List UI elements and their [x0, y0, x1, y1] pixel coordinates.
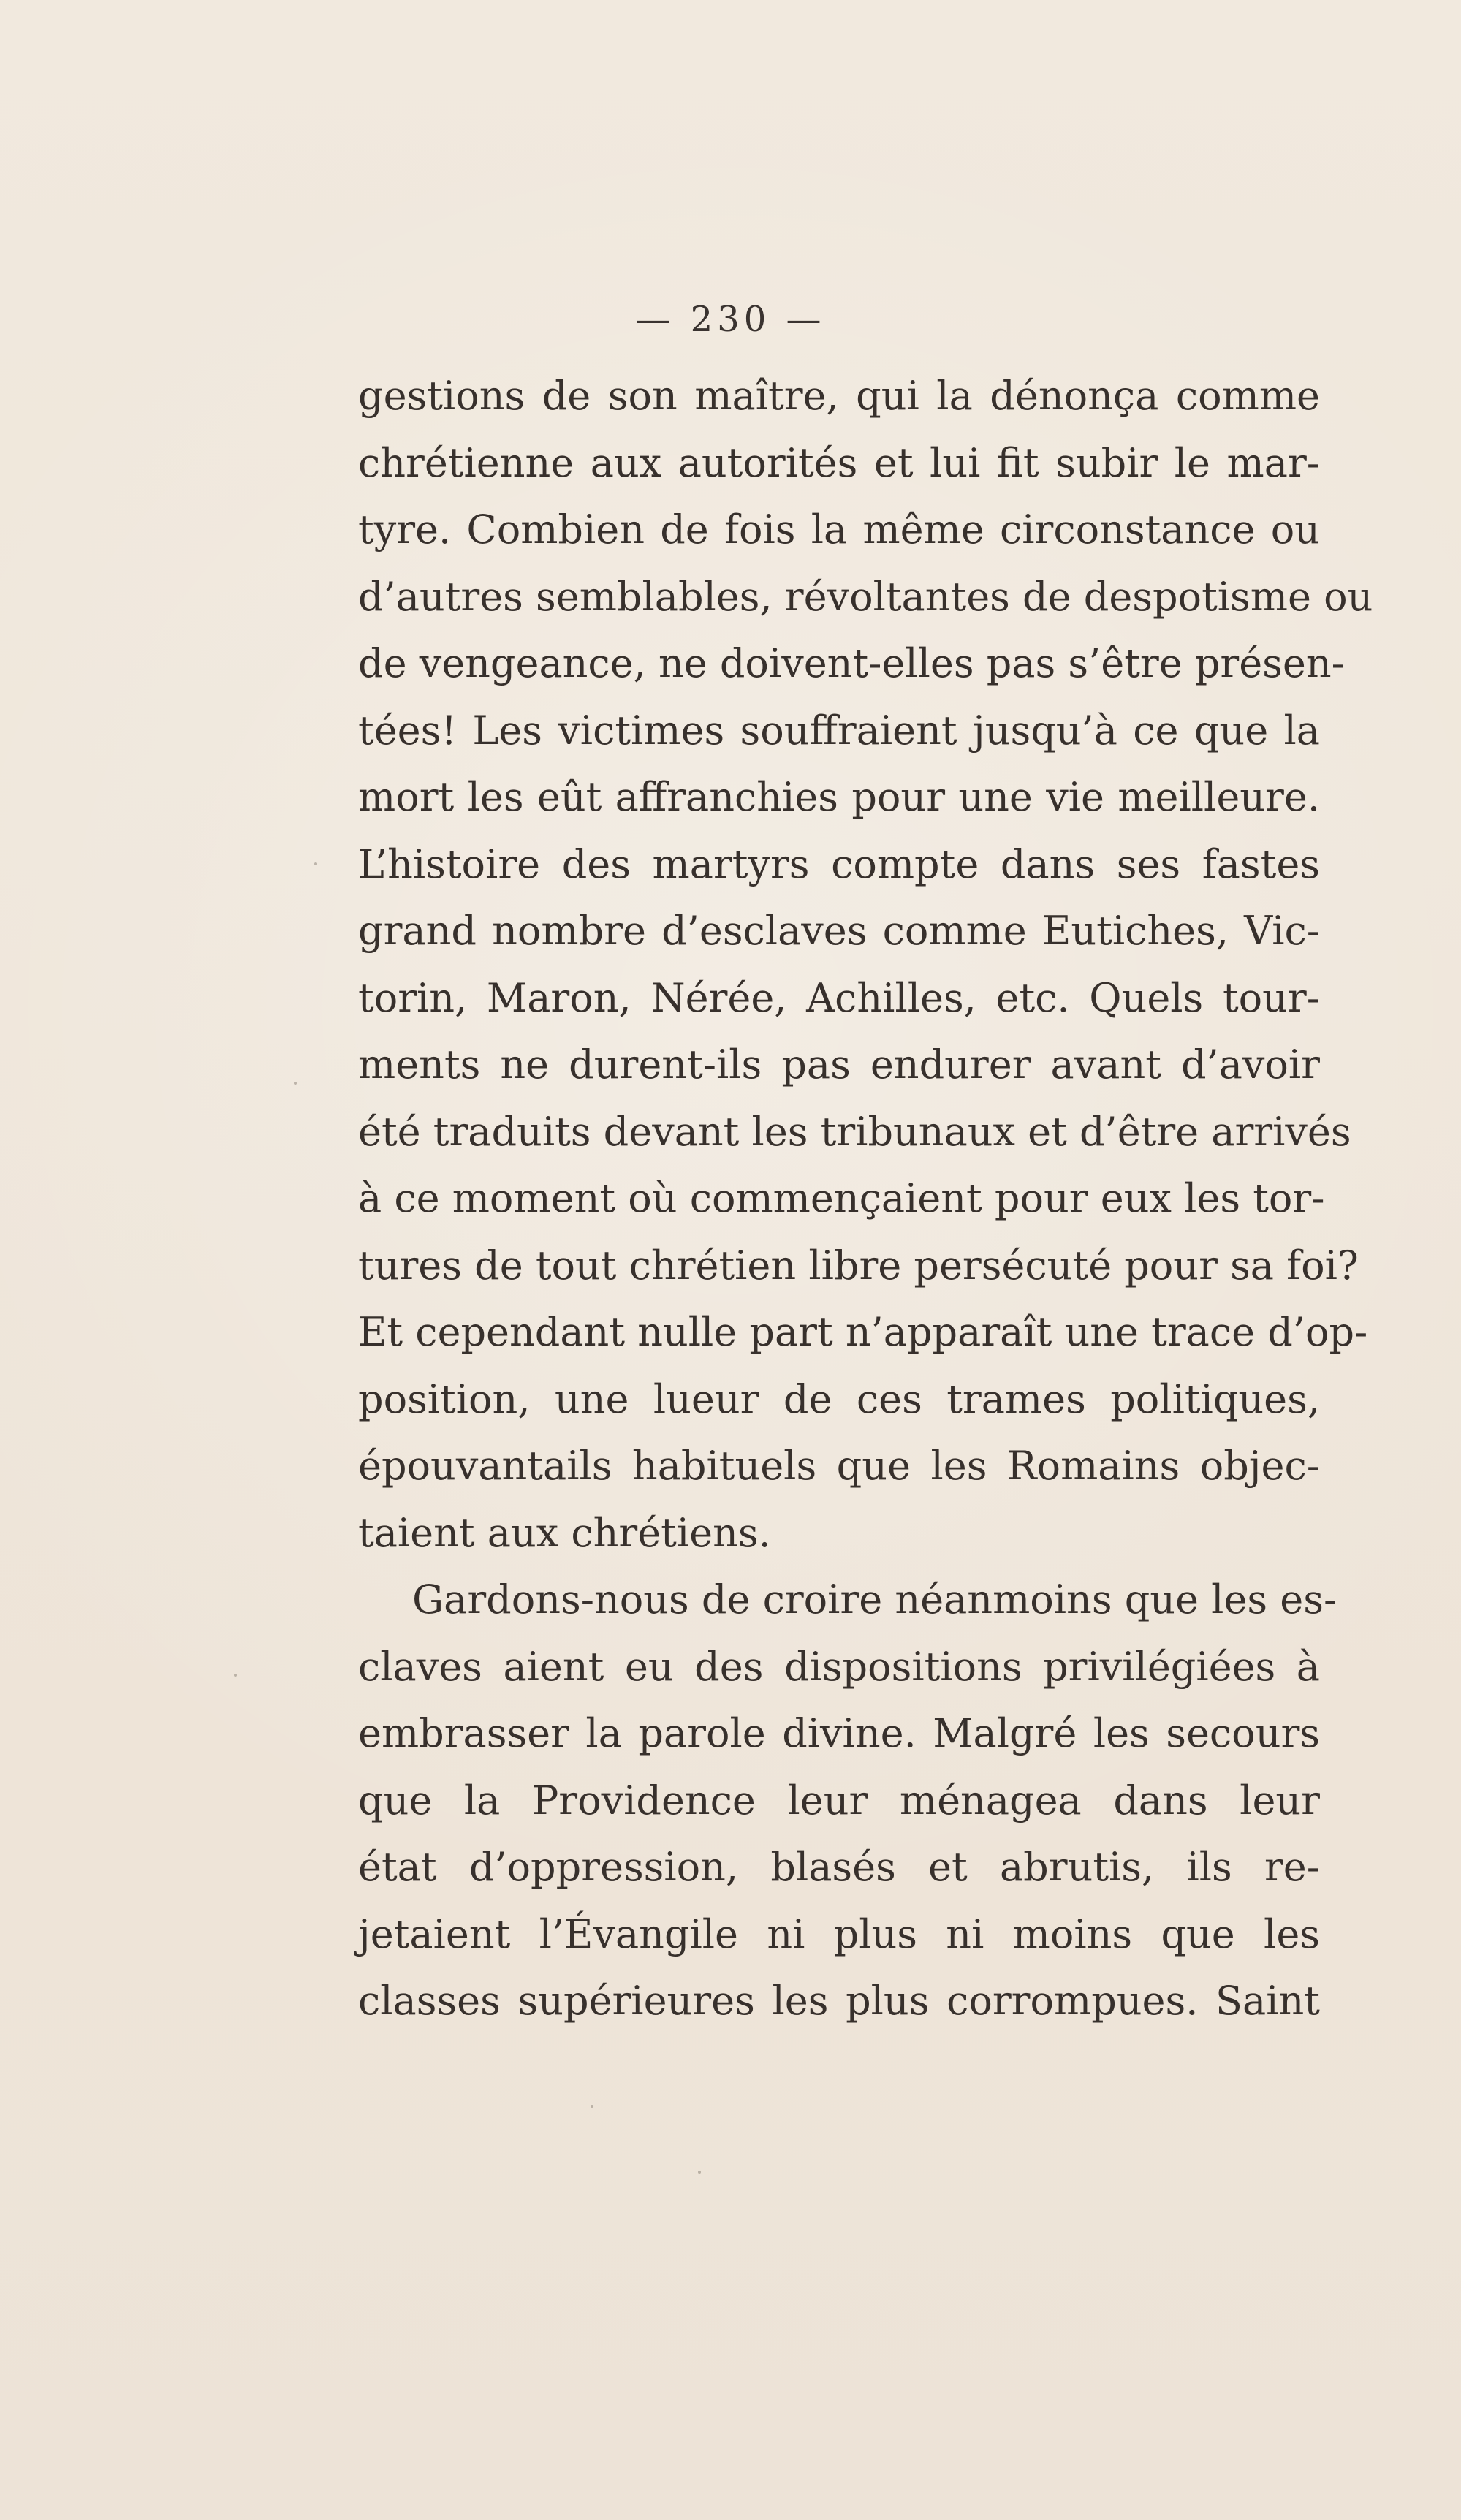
text-line: taient aux chrétiens. — [358, 1509, 771, 1556]
paper-speck — [234, 1674, 237, 1677]
text-line: été traduits devant les tribunaux et d’être arrivés — [358, 1108, 1351, 1155]
text-line: embrasser la parole divine. Malgré les secours — [358, 1710, 1320, 1756]
body-text — [358, 363, 1373, 2035]
paragraph-2 — [358, 1566, 1337, 2035]
text-line: jetaient l’Évangile ni plus ni moins que les — [358, 1910, 1320, 1957]
text-line: à ce moment où commençaient pour eux les tor- — [358, 1175, 1325, 1221]
text-line: de vengeance, ne doivent-elles pas s’être présen- — [358, 640, 1345, 686]
text-line: tures de tout chrétien libre persécuté pour sa foi? — [358, 1242, 1359, 1289]
paragraph-1 — [358, 363, 1373, 1566]
text-line: Et cependant nulle part n’apparaît une trace d’op- — [358, 1309, 1368, 1355]
text-line: épouvantails habituels que les Romains objec- — [358, 1443, 1320, 1489]
paper-speck — [294, 1082, 297, 1085]
text-line: grand nombre d’esclaves comme Eutiches, Vic- — [358, 908, 1320, 954]
paper-speck — [591, 2105, 593, 2108]
text-line: Gardons-nous de croire néanmoins que les es- — [412, 1576, 1337, 1623]
text-line: état d’oppression, blasés et abrutis, ils re- — [358, 1844, 1320, 1890]
text-line: tées! Les victimes souffraient jusqu’à ce que la — [358, 707, 1320, 754]
paper-speck — [698, 2171, 701, 2174]
text-line: torin, Maron, Nérée, Achilles, etc. Quels tour- — [358, 974, 1320, 1021]
text-line: d’autres semblables, révoltantes de despotisme ou — [358, 573, 1373, 620]
text-line: ments ne durent-ils pas endurer avant d’avoir — [358, 1041, 1320, 1088]
text-line: position, une lueur de ces trames politiques, — [358, 1375, 1320, 1422]
text-line: mort les eût affranchies pour une vie meilleure. — [358, 774, 1320, 820]
page-number: — 230 — — [635, 299, 826, 340]
text-line: tyre. Combien de fois la même circonstance ou — [358, 506, 1320, 553]
text-line: claves aient eu des dispositions privilégiées à — [358, 1643, 1320, 1690]
text-line: classes supérieures les plus corrompues. Saint — [358, 1978, 1320, 2024]
text-line: L’histoire des martyrs compte dans ses fastes — [358, 840, 1320, 887]
text-line: gestions de son maître, qui la dénonça comme — [358, 373, 1320, 419]
paper-speck — [314, 862, 317, 865]
text-line: chrétienne aux autorités et lui fit subir le mar- — [358, 439, 1320, 486]
text-line: que la Providence leur ménagea dans leur — [358, 1777, 1320, 1823]
